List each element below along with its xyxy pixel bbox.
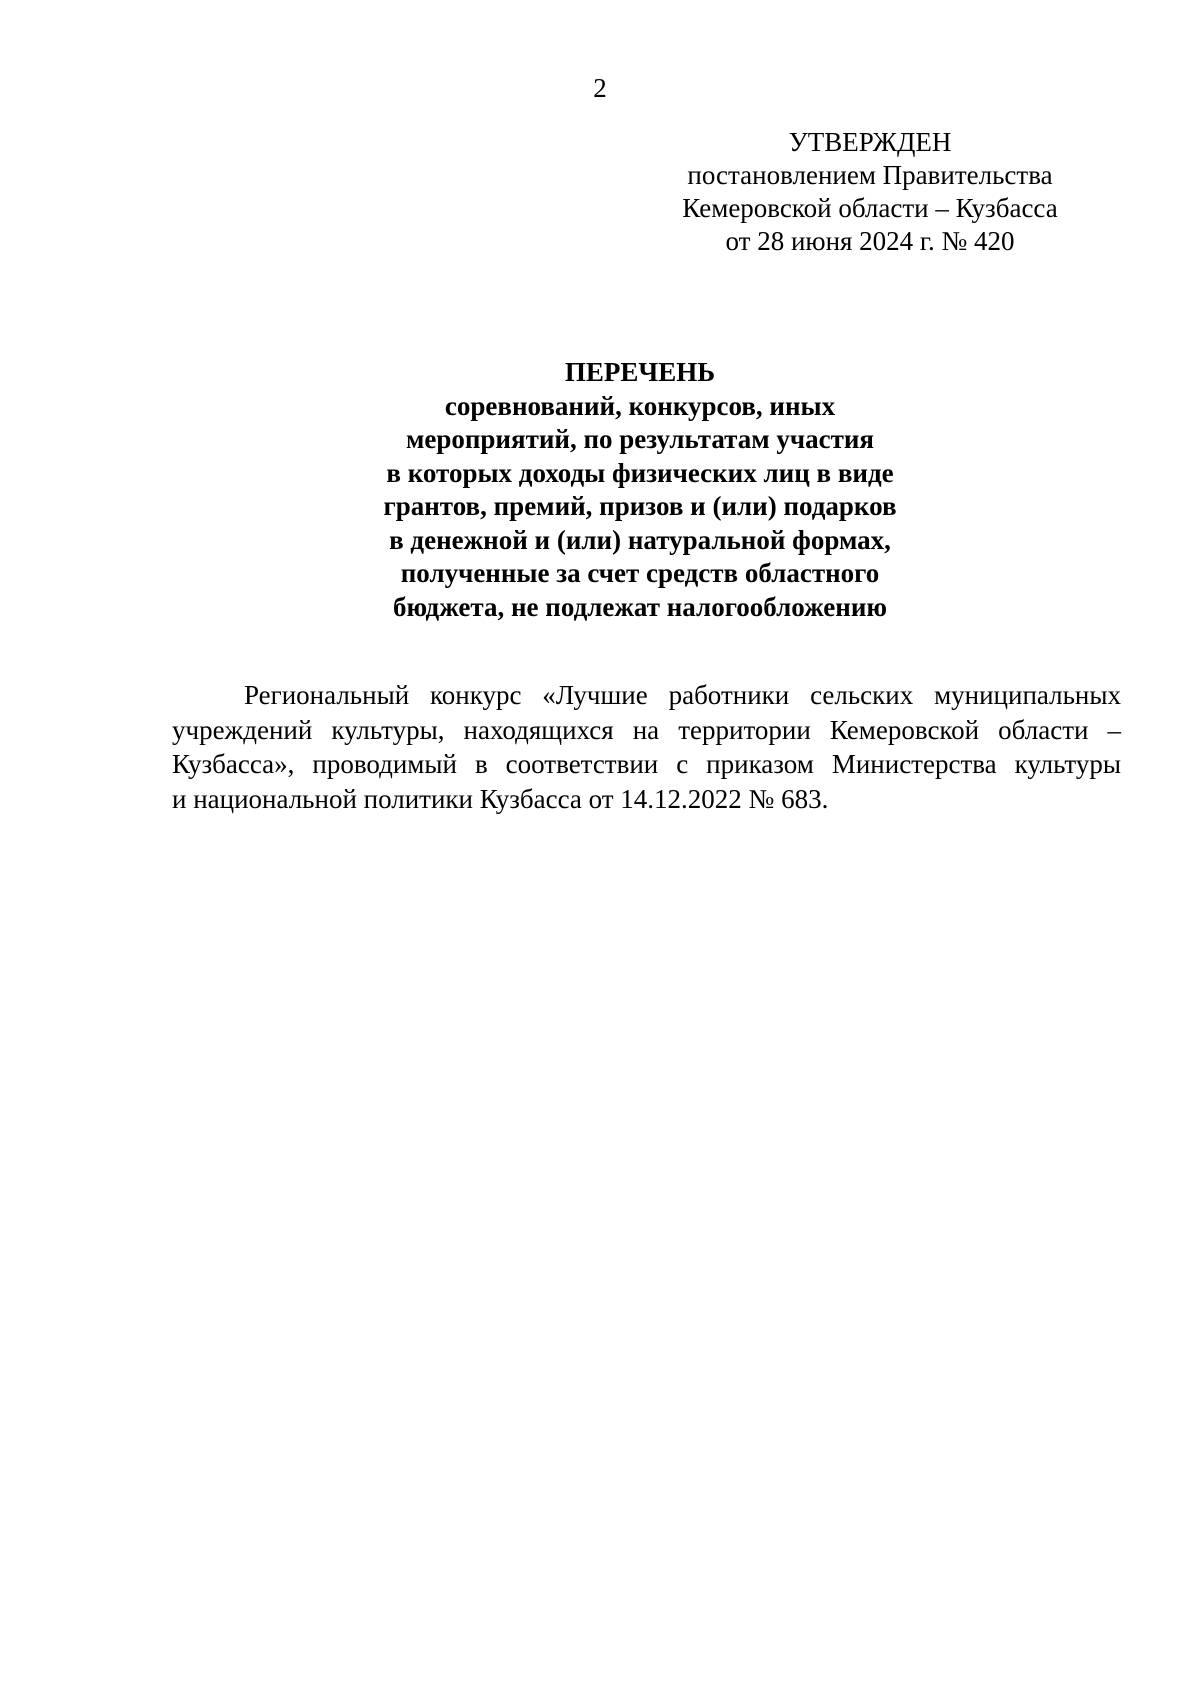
body-line: Кузбасса», проводимый в соответствии с приказом Министерства культуры	[172, 749, 1121, 779]
title-line: мероприятий, по результатам участия	[405, 424, 875, 454]
body-paragraph	[172, 678, 1121, 816]
page-number: 2	[593, 73, 607, 103]
body-line: и национальной политики Кузбасса от 14.12.2022 № 683.	[172, 783, 829, 814]
title-line: бюджета, не подлежат налогообложению	[392, 591, 888, 622]
title-line: полученные за счет средств областного	[400, 558, 880, 588]
title-line: соревнований, конкурсов, иных	[444, 390, 836, 421]
body-line: Региональный конкурс «Лучшие работники сельских муниципальных	[244, 680, 1121, 710]
approval-line: Кемеровской области – Кузбасса	[682, 193, 1058, 223]
document-title	[330, 356, 950, 624]
body-line: учреждений культуры, находящихся на территории Кемеровской области –	[172, 714, 1121, 745]
approval-line: постановлением Правительства	[687, 160, 1053, 190]
title-line: в которых доходы физических лиц в виде	[386, 457, 894, 488]
approval-line: от 28 июня 2024 г. № 420	[725, 226, 1015, 256]
approval-stamp	[670, 126, 1070, 258]
title-line: в денежной и (или) натуральной формах,	[389, 524, 891, 555]
title-heading: ПЕРЕЧЕНЬ	[564, 357, 716, 387]
approval-heading: УТВЕРЖДЕН	[788, 127, 952, 157]
title-line: грантов, премий, призов и (или) подарков	[383, 491, 897, 521]
